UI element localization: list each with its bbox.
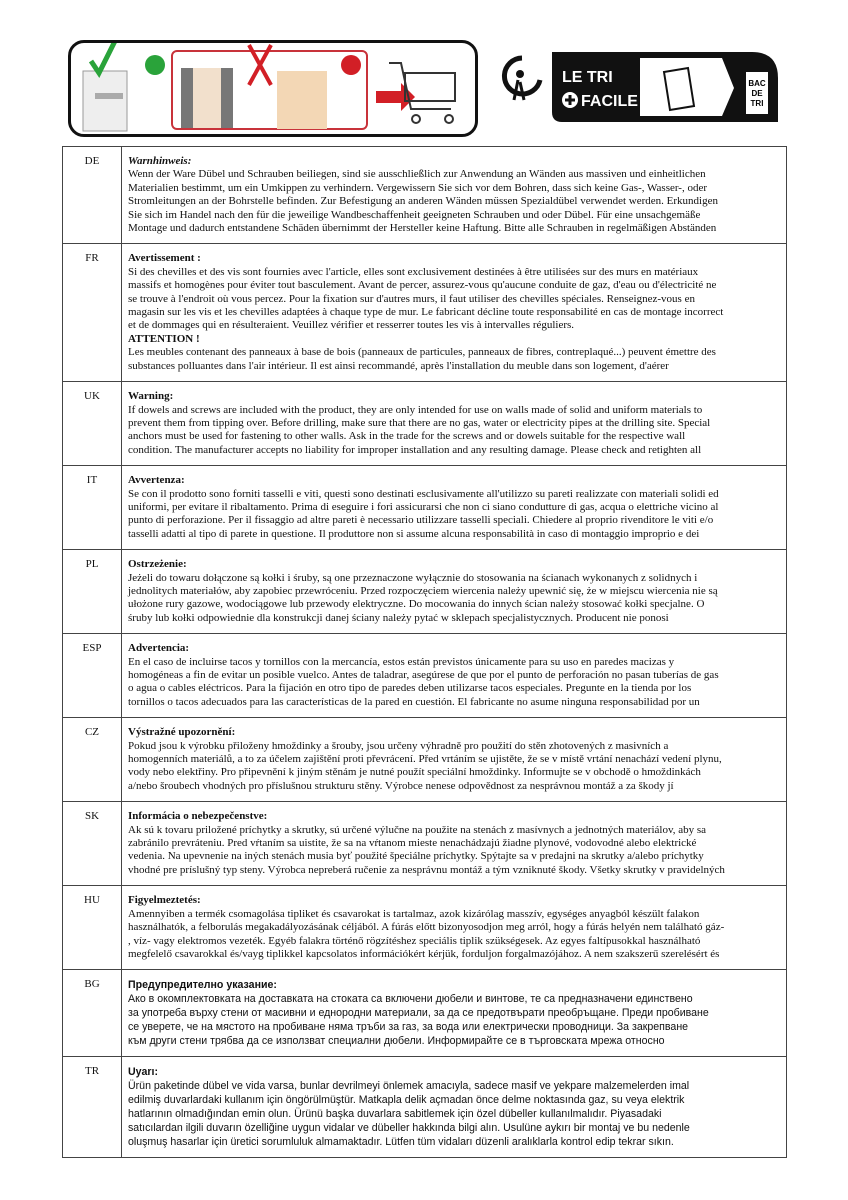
warning-title: Uyarı: (128, 1066, 159, 1079)
warning-line: ułożone rury gazowe, wodociągowe lub przewody elektryczne. Do mocowania do innych ścian należy stosować kołki specjalne. O (128, 598, 705, 611)
warning-title: Advertencia: (128, 642, 190, 655)
warning-row-cz (63, 718, 787, 802)
warning-row-sk (63, 802, 787, 886)
warning-line: massifs et homogènes pour éviter tout basculement. Avant de percer, assurez-vous qu'aucune conduite de gaz, d'eau ou d'électricité ne (128, 279, 717, 292)
warning-line: o agua o cables eléctricos. Para la fijación en otro tipo de paredes deben utilizarse tacos especiales. Pregunte en la tienda por los (128, 682, 692, 695)
warning-text (122, 382, 787, 466)
warning-line: punto di perforazione. Per il fissaggio ad altre pareti è necessario utilizzare tasselli speciali. Chiedere al proprio rivenditore le viti e/o (128, 514, 714, 527)
warning-line: homogenních materiálů, a to za účelem zajištění proti převrácení. Před vrtáním se ujistěte, že se v místě vrtání nenachází vedení plynu, (128, 753, 722, 766)
warning-text (122, 634, 787, 718)
warning-line: Pokud jsou k výrobku přiloženy hmoždinky a šrouby, jsou určeny výhradně pro použití do stěn zhotovených z masivních a (128, 739, 669, 752)
warning-line: edilmiş duvarlardaki kullanım için öngörülmüştür. Matkapla delik açmadan önce delme noktasında gaz, su veya elektrik (128, 1094, 685, 1107)
warnings-table (62, 146, 787, 1158)
warning-line: a/nebo šroubech vhodných pro příslušnou strukturu stěny. Výrobce nenese odpovědnost za nesprávnou montáž a za škody jí (128, 779, 674, 792)
warning-title: Figyelmeztetés: (128, 894, 201, 907)
warning-line: Se con il prodotto sono forniti tasselli e viti, questi sono destinati esclusivamente all'utilizzo su pareti realizzate con materiali solidi ed (128, 487, 719, 500)
language-code: FR (63, 244, 122, 382)
warning-title: Предупредително указание: (128, 979, 277, 992)
language-code: IT (63, 466, 122, 550)
warning-text (122, 970, 787, 1057)
warning-line: zabránilo prevráteniu. Pred vŕtaním sa uistite, že sa na vŕtanom mieste nenachádzajú žiadne plynové, vodovodné alebo elektrické (128, 837, 697, 850)
warning-text (122, 802, 787, 886)
warning-title: Warning: (128, 390, 174, 403)
warning-line: Materialien bestimmt, um ein Umkippen zu verhindern. Vergewissern Sie sich vor dem Bohren, dass sich keine Gas-, Wasser-, oder (128, 181, 708, 194)
warning-text (122, 718, 787, 802)
warning-text (122, 1057, 787, 1158)
warning-line: Wenn der Ware Dübel und Schrauben beiliegen, sind sie ausschließlich zur Anwendung an Wänden aus massiven und einheitlichen (128, 168, 706, 181)
warning-line: oluşmuş hasarlar için üretici sorumluluk almamaktadır. Lütfen tüm vidaları düzenli aralıklarla kontrol edip tekrar sıkın. (128, 1136, 674, 1149)
check-icon (91, 43, 115, 73)
triman-logo-icon (500, 52, 545, 112)
warning-line: , víz- vagy elektromos vezeték. Egyéb falakra történő rögzítéshez speciális tiplik szükségesek. Az egyes faltípusokkal használható (128, 934, 701, 947)
warning-line: Ако в окомплектовката на доставката на стоката са включени дюбели и винтове, те са предназначени единствено (128, 993, 693, 1006)
wall-mounting-illustration (71, 43, 475, 134)
language-code: SK (63, 802, 122, 886)
le-tri-facile-logo (552, 52, 778, 122)
warning-line: tornillos o tacos adecuados para las características de la pared en cuestión. El fabricante no asume ninguna responsabilidad por un (128, 695, 700, 708)
warning-line: substances polluantes dans l'air intérieur. Il est ainsi recommandé, après l'installation du meuble dans son logement, d'aérer (128, 359, 669, 372)
warning-line: към други стени трябва да се използват специални дюбели. Информирайте се в търговската мрежа относно (128, 1035, 665, 1048)
warning-line: anchors must be used for fastening to other walls. Ask in the trade for the screws and or dowels suitable for the respective wall (128, 430, 686, 443)
warning-line: használhatók, a felborulás megakadályozásának céljából. A fúrás előtt bizonyosodjon meg arról, hogy a fúrás helyén nem található gáz- (128, 921, 725, 934)
warning-line: prevent them from tipping over. Before drilling, make sure that there are no gas, water or electricity pipes at the drilling site. Special (128, 416, 711, 429)
warning-line: Si des chevilles et des vis sont fournies avec l'article, elles sont exclusivement destinées à être utilisées sur des murs en matériaux (128, 265, 699, 278)
warning-line: et de dommages qui en résulteraient. Veuillez vérifier et resserrer toutes les vis à intervalles réguliers. (128, 319, 575, 332)
warning-text (122, 466, 787, 550)
warning-row-de (63, 147, 787, 244)
warning-line: jednolitych materiałów, aby zapobiec przewróceniu. Przed rozpoczęciem wiercenia należy upewnić się, że w miejscu wiercenia nie są (128, 584, 718, 597)
warning-line: magasin sur les vis et les chevilles adaptées à chaque type de mur. Le fabricant décline toute responsabilité en cas de montage incorrect (128, 306, 724, 319)
paper-icon (664, 68, 694, 110)
warning-line: Ürün paketinde dübel ve vida varsa, bunlar devrilmeyi önlemek amacıyla, sadece masif ve yekpare malzemelerden imal (128, 1080, 690, 1093)
warning-line: Jeżeli do towaru dołączone są kołki i śruby, są one przeznaczone wyłącznie do stosowania na ścianach wykonanych z solidnych i (128, 571, 698, 584)
mounting-pictogram (68, 40, 478, 137)
warning-title: Warnhinweis: (128, 155, 192, 167)
warning-row-uk (63, 382, 787, 466)
warning-row-hu (63, 886, 787, 970)
warning-line: śruby lub kołki odpowiednie dla konstrukcji danej ściany należy pytać w sklepach specjalistycznych. Producent nie ponosi (128, 611, 669, 624)
warning-line: Sie sich im Handel nach den für die jeweilige Wandbeschaffenheit geeigneten Schrauben und oder Dübel. Für eine unsachgemäße (128, 208, 701, 221)
warning-line: En el caso de incluirse tacos y tornillos con la mercancía, estos están previstos únicamente para su uso en paredes macizas y (128, 655, 675, 668)
language-code: HU (63, 886, 122, 970)
happy-face-icon (145, 55, 165, 75)
language-code: ESP (63, 634, 122, 718)
warning-line: vody nebo elektřiny. Pro připevnění k jiným stěnám je nutné použít speciální hmoždinky. Informujte se v obchodě o hmoždinkách (128, 766, 701, 779)
language-code: CZ (63, 718, 122, 802)
warning-title: Ostrzeżenie: (128, 558, 187, 571)
warning-title: Výstražné upozornění: (128, 726, 236, 739)
language-code: DE (63, 147, 122, 244)
warning-line: se trouve à l'endroit où vous percez. Pour la fixation sur d'autres murs, il faut utiliser des chevilles spéciales. Renseignez-vous en (128, 292, 695, 305)
language-code: TR (63, 1057, 122, 1158)
warning-line: Montage und dadurch entstandene Schäden übernimmt der Hersteller keine Haftung. Bitte alle Schrauben in regelmäßigen Abständen (128, 222, 717, 235)
language-code: UK (63, 382, 122, 466)
warning-line: vhodné pre príslušný typ steny. Výrobca nepreberá ručenie za nesprávnu montáž a tým vzniknuté škody. Všetky skrutky v pravidelných (128, 863, 725, 876)
warning-line: uniformi, per evitare il ribaltamento. Prima di eseguire i fori assicurarsi che non ci siano condutture di gas, acqua o elettriche vicino al (128, 500, 719, 513)
warning-line: vedenia. Na upevnenie na iných stenách musia byť použité špeciálne príchytky. Spýtajte sa v predajni na skrutky a/alebo príchytky (128, 850, 704, 863)
warning-line: Ak sú k tovaru priložené príchytky a skrutky, sú určené výlučne na použite na stenách z masívnych a jednotných materiálov, aby sa (128, 823, 707, 836)
warning-text (122, 244, 787, 382)
svg-text:TRI: TRI (750, 99, 764, 108)
svg-text:FACILE: FACILE (581, 93, 638, 110)
warning-title: Informácia o nebezpečenstve: (128, 810, 268, 823)
warning-text (122, 147, 787, 244)
warning-title: Avvertenza: (128, 474, 185, 487)
warning-line: satıcılardan ilgili duvarın özelliğine uygun vidalar ve dübeller hakkında bilgi alın. Usulüne aykırı bir montaj ve bu nedenle (128, 1122, 690, 1135)
warning-line: tasselli adatti al tipo di parete in questione. Il produttore non si assume alcuna responsabilità in caso di montaggio improprio e dei (128, 527, 700, 540)
warning-line: hatlarının olmadığından emin olun. Ürünü başka duvarlara sabitlemek için özel dübeller kullanılmalıdır. Piyasadaki (128, 1108, 662, 1121)
warning-row-fr (63, 244, 787, 382)
warning-row-pl (63, 550, 787, 634)
warning-line: If dowels and screws are included with the product, they are only intended for use on walls made of solid and uniform materials to (128, 403, 703, 416)
warning-line: homogéneas a fin de evitar un posible vuelco. Antes de taladrar, asegúrese de que por el punto de perforación no pasan tuberías de gas (128, 669, 719, 681)
svg-text:DE: DE (751, 89, 763, 98)
warning-subtitle: ATTENTION ! (128, 332, 200, 345)
warning-line: megfelelő csavarokkal és/vayg tiplikkel kapcsolatos információkért kérjük, forduljon forgalmazójához. A nem szakszerű szerelésért és (128, 947, 720, 960)
warning-text (122, 550, 787, 634)
language-code: PL (63, 550, 122, 634)
sad-face-icon (341, 55, 361, 75)
warning-line: condition. The manufacturer accepts no liability for improper installation and any resulting damage. Please check and retighten all (128, 443, 702, 456)
warning-line: Amennyiben a termék csomagolása tipliket és csavarokat is tartalmaz, azok kizárólag masszív, egységes anyagból készült falakon (128, 907, 700, 920)
language-code: BG (63, 970, 122, 1057)
warning-row-tr (63, 1057, 787, 1158)
warning-row-esp (63, 634, 787, 718)
warning-line: Les meubles contenant des panneaux à base de bois (panneaux de particules, panneaux de fibres, contreplaqué...) peuvent émettre des (128, 346, 716, 359)
warning-line: Stromleitungen an der Bohrstelle befinden. Zur Befestigung an anderen Wänden müssen Spezialdübel verwendet werden. Erkundigen (128, 195, 718, 208)
warning-line: за употреба върху стени от масивни и еднородни материали, за да се предотвърати преобръщане. Преди пробиване (128, 1007, 709, 1020)
warning-text (122, 886, 787, 970)
warning-title: Avertissement : (128, 252, 201, 265)
svg-text:BAC: BAC (748, 79, 766, 88)
warning-line: се уверете, че на мястото на пробиване няма тръби за газ, за вода или електрически проводници. За закрепване (128, 1021, 689, 1034)
svg-text:LE TRI: LE TRI (562, 69, 613, 86)
warning-row-it (63, 466, 787, 550)
warning-row-bg (63, 970, 787, 1057)
